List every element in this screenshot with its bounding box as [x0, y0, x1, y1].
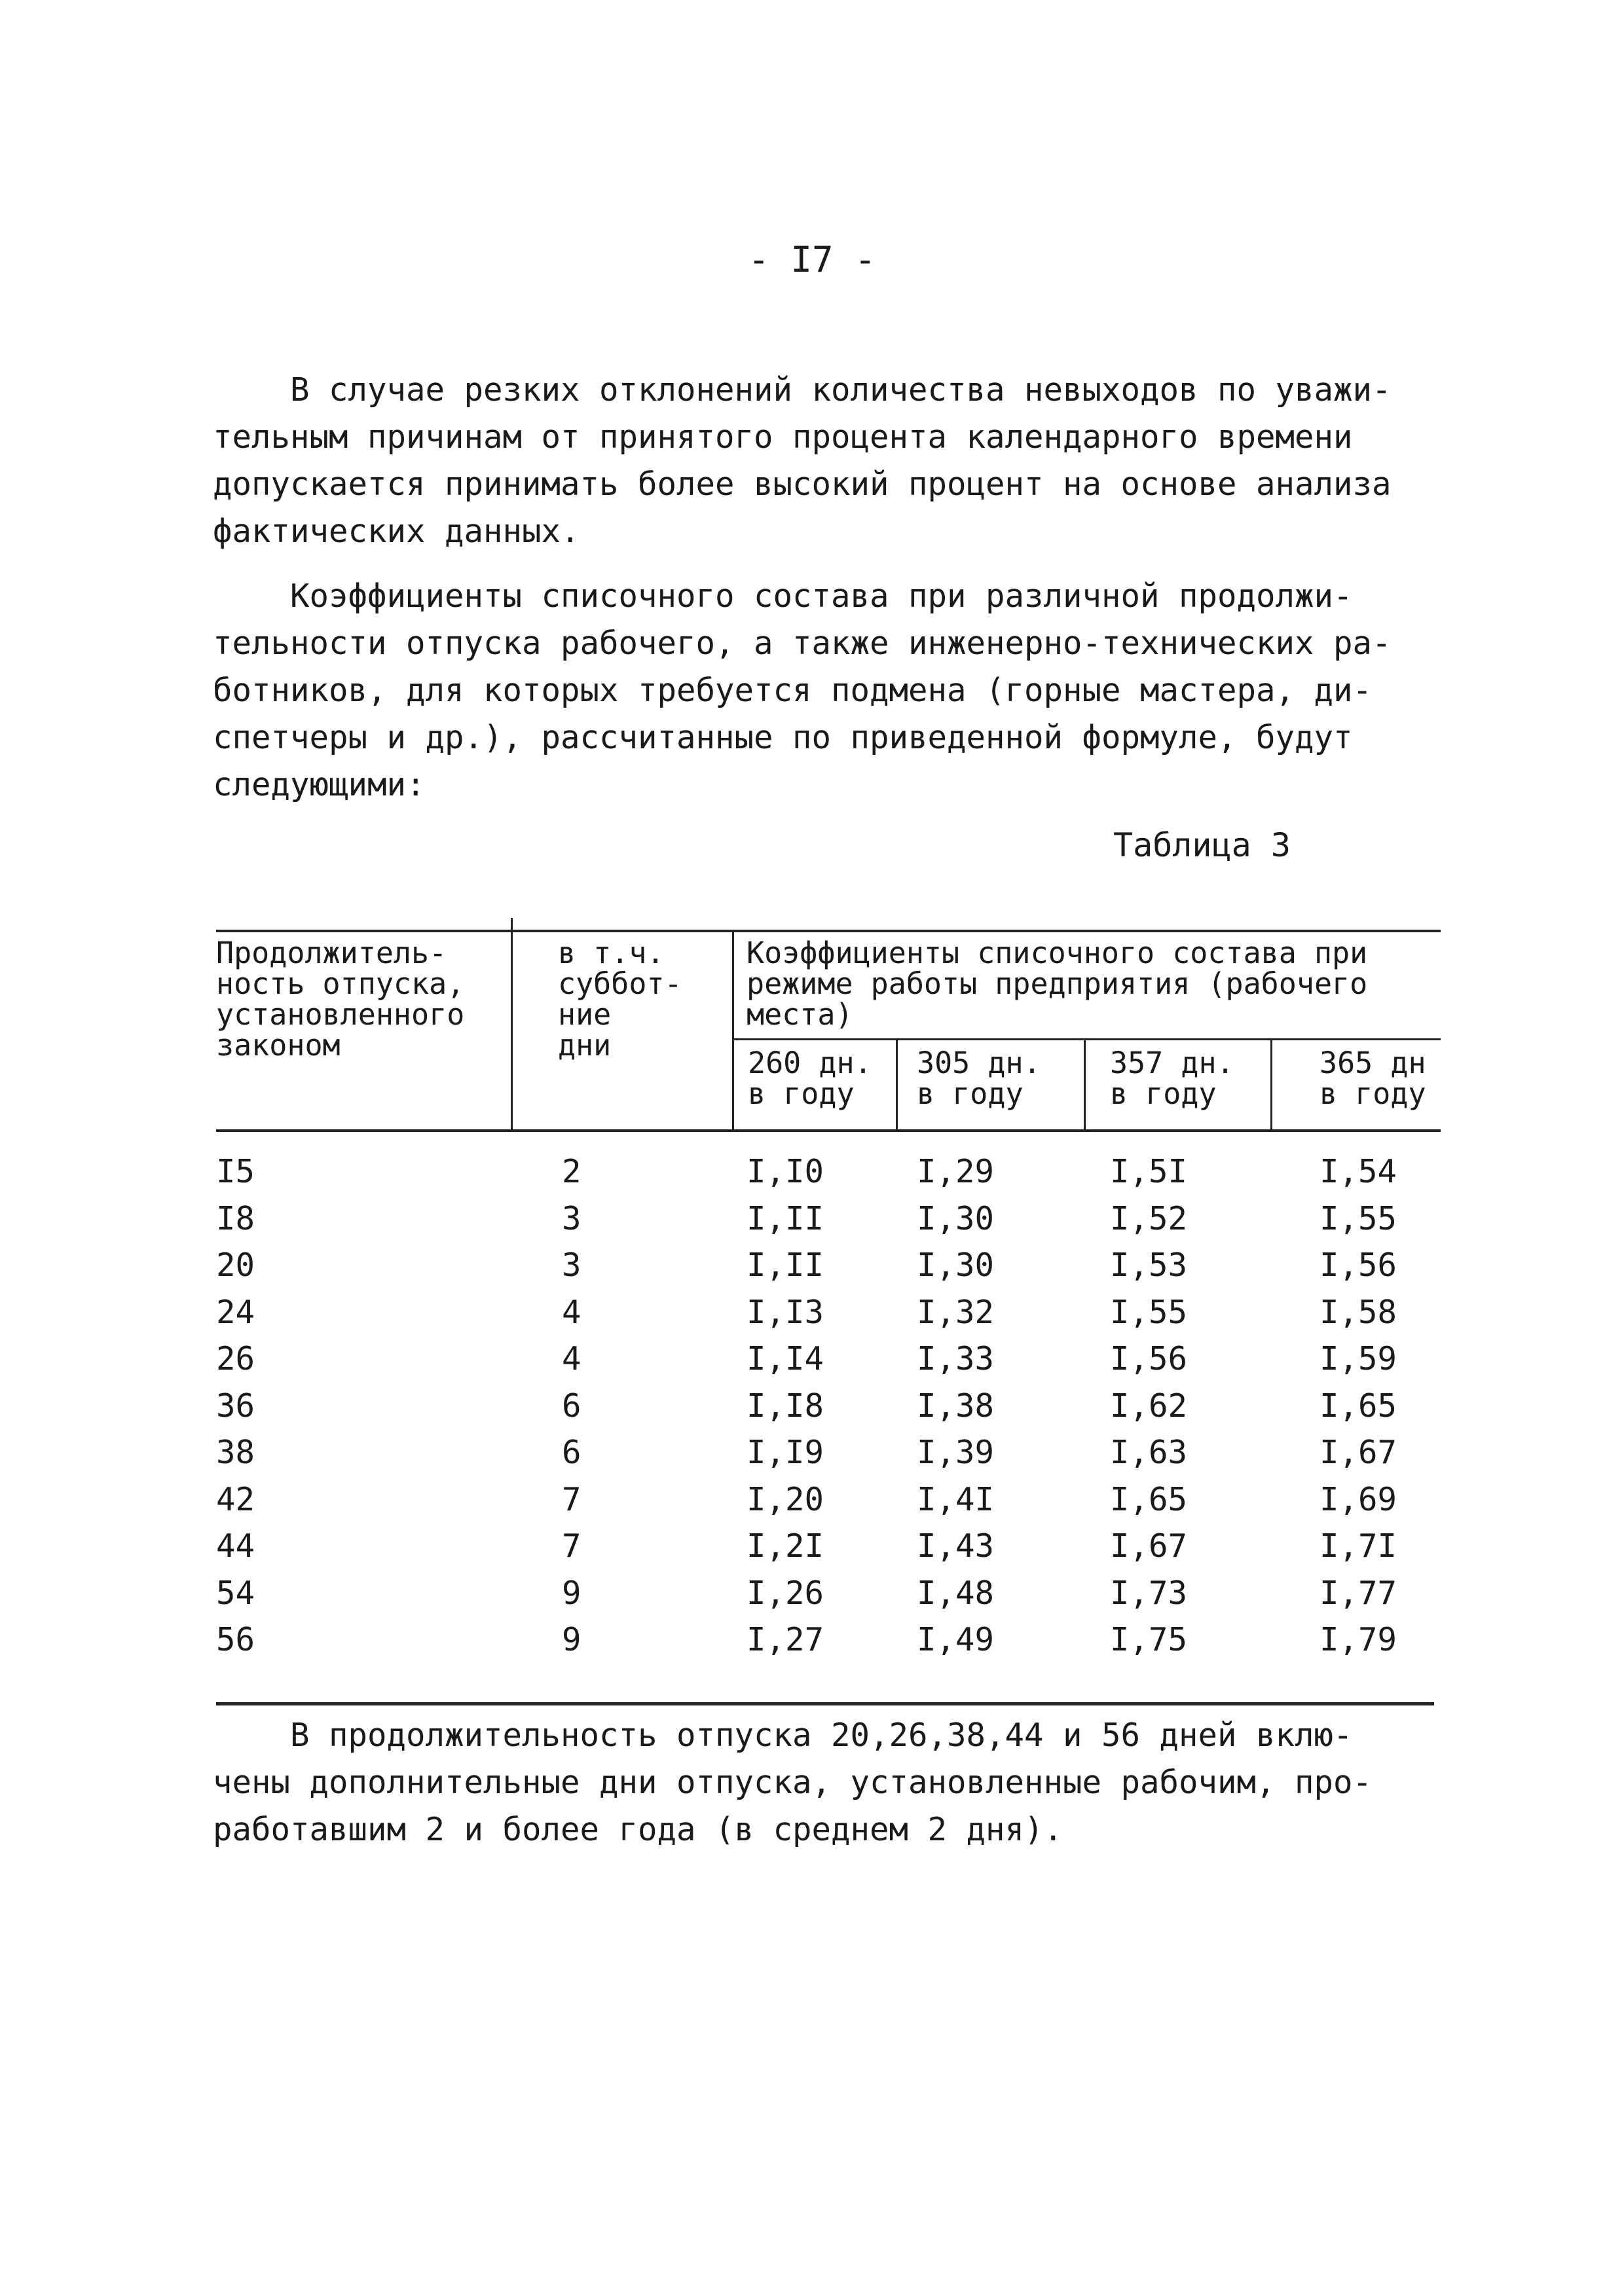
cell-coef-365: I,67 — [1320, 1434, 1397, 1471]
cell-coef-365: I,69 — [1320, 1480, 1397, 1518]
cell-coef-357: I,65 — [1110, 1480, 1188, 1518]
header-305-days: 305 дн. в году — [917, 1046, 1041, 1111]
cell-coef-365: I,59 — [1320, 1340, 1397, 1377]
cell-coef-305: I,30 — [917, 1199, 995, 1237]
cell-coef-357: I,52 — [1110, 1199, 1188, 1237]
cell-vacation-days: I8 — [216, 1199, 255, 1237]
table-bottom-rule — [216, 1702, 1434, 1705]
cell-coef-365: I,55 — [1320, 1199, 1397, 1237]
cell-saturday-days: 7 — [562, 1527, 581, 1565]
cell-saturday-days: 2 — [562, 1153, 581, 1190]
cell-coef-260: I,2I — [747, 1527, 824, 1565]
cell-coef-260: I,20 — [747, 1480, 824, 1518]
cell-coef-365: I,7I — [1320, 1527, 1397, 1565]
cell-coef-365: I,65 — [1320, 1387, 1397, 1425]
cell-saturday-days: 4 — [562, 1293, 581, 1331]
cell-vacation-days: 56 — [216, 1621, 255, 1658]
table-col-divider-1 — [511, 918, 513, 1131]
cell-coef-260: I,I3 — [747, 1293, 824, 1331]
cell-coef-357: I,63 — [1110, 1434, 1188, 1471]
header-260-days: 260 дн. в году — [748, 1046, 872, 1111]
header-coefficients-group: Коэффициенты списочного состава при режиме работы предприятия (рабочего места) — [747, 936, 1368, 1032]
cell-coef-357: I,5I — [1110, 1153, 1188, 1190]
cell-coef-260: I,I0 — [747, 1153, 824, 1190]
paragraph-2: Коэффициенты списочного состава при различной продолжи- тельности отпуска рабочего, а также инженерно-технических ра- ботников, для которых требуется подмена (горные мастера, ди- спетчеры и др.), рассчитанные по приведенной формуле, будут следующими: — [213, 577, 1392, 803]
table-top-rule — [216, 930, 1441, 932]
cell-coef-365: I,56 — [1320, 1247, 1397, 1284]
paragraph-3: В продолжительность отпуска 20,26,38,44 и 56 дней вклю- чены дополнительные дни отпуска, установленные рабочим, про- работавшим 2 и более года (в среднем 2 дня). — [213, 1717, 1373, 1848]
page-number: - I7 - — [748, 239, 876, 280]
paragraph-1: В случае резких отклонений количества невыходов по уважи- тельным причинам от принятого процента календарного времени допускается принимать более высокий процент на основе анализа фактических данных. — [213, 371, 1392, 550]
cell-saturday-days: 9 — [562, 1621, 581, 1658]
cell-coef-305: I,48 — [917, 1574, 995, 1612]
cell-vacation-days: 36 — [216, 1387, 255, 1425]
cell-saturday-days: 4 — [562, 1340, 581, 1377]
table-col-divider-5 — [1270, 1040, 1272, 1131]
cell-saturday-days: 7 — [562, 1480, 581, 1518]
cell-coef-260: I,II — [747, 1199, 824, 1237]
cell-coef-365: I,79 — [1320, 1621, 1397, 1658]
cell-vacation-days: 24 — [216, 1293, 255, 1331]
table-col-divider-3 — [896, 1040, 898, 1131]
cell-vacation-days: 38 — [216, 1434, 255, 1471]
cell-saturday-days: 3 — [562, 1247, 581, 1284]
cell-coef-305: I,43 — [917, 1527, 995, 1565]
header-365-days: 365 дн в году — [1320, 1046, 1426, 1111]
cell-coef-305: I,4I — [917, 1480, 995, 1518]
cell-coef-305: I,29 — [917, 1153, 995, 1190]
cell-coef-357: I,56 — [1110, 1340, 1188, 1377]
cell-saturday-days: 9 — [562, 1574, 581, 1612]
cell-coef-260: I,27 — [747, 1621, 824, 1658]
cell-coef-365: I,54 — [1320, 1153, 1397, 1190]
table-col-divider-4 — [1084, 1040, 1086, 1131]
cell-coef-305: I,30 — [917, 1247, 995, 1284]
cell-coef-365: I,77 — [1320, 1574, 1397, 1612]
cell-vacation-days: I5 — [216, 1153, 255, 1190]
cell-vacation-days: 20 — [216, 1247, 255, 1284]
table-subheader-rule — [733, 1038, 1441, 1040]
cell-coef-260: I,I8 — [747, 1387, 824, 1425]
cell-vacation-days: 42 — [216, 1480, 255, 1518]
cell-coef-357: I,53 — [1110, 1247, 1188, 1284]
cell-coef-357: I,67 — [1110, 1527, 1188, 1565]
cell-saturday-days: 3 — [562, 1199, 581, 1237]
cell-coef-365: I,58 — [1320, 1293, 1397, 1331]
cell-coef-357: I,75 — [1110, 1621, 1188, 1658]
cell-saturday-days: 6 — [562, 1434, 581, 1471]
cell-vacation-days: 54 — [216, 1574, 255, 1612]
cell-coef-357: I,62 — [1110, 1387, 1188, 1425]
cell-coef-305: I,49 — [917, 1621, 995, 1658]
cell-coef-305: I,39 — [917, 1434, 995, 1471]
cell-coef-305: I,33 — [917, 1340, 995, 1377]
cell-saturday-days: 6 — [562, 1387, 581, 1425]
cell-coef-260: I,I9 — [747, 1434, 824, 1471]
header-saturdays: в т.ч. суббот- ние дни — [558, 936, 682, 1063]
cell-coef-260: I,26 — [747, 1574, 824, 1612]
table-caption: Таблица 3 — [1113, 826, 1291, 864]
header-vacation-length: Продолжитель- ность отпуска, установленного законом — [216, 936, 465, 1063]
cell-coef-357: I,55 — [1110, 1293, 1188, 1331]
cell-coef-305: I,32 — [917, 1293, 995, 1331]
cell-coef-305: I,38 — [917, 1387, 995, 1425]
table-col-divider-2 — [732, 930, 734, 1131]
cell-vacation-days: 44 — [216, 1527, 255, 1565]
header-357-days: 357 дн. в году — [1110, 1046, 1234, 1111]
cell-coef-260: I,II — [747, 1247, 824, 1284]
cell-coef-357: I,73 — [1110, 1574, 1188, 1612]
cell-coef-260: I,I4 — [747, 1340, 824, 1377]
cell-vacation-days: 26 — [216, 1340, 255, 1377]
table-header-bottom-rule — [216, 1129, 1441, 1132]
